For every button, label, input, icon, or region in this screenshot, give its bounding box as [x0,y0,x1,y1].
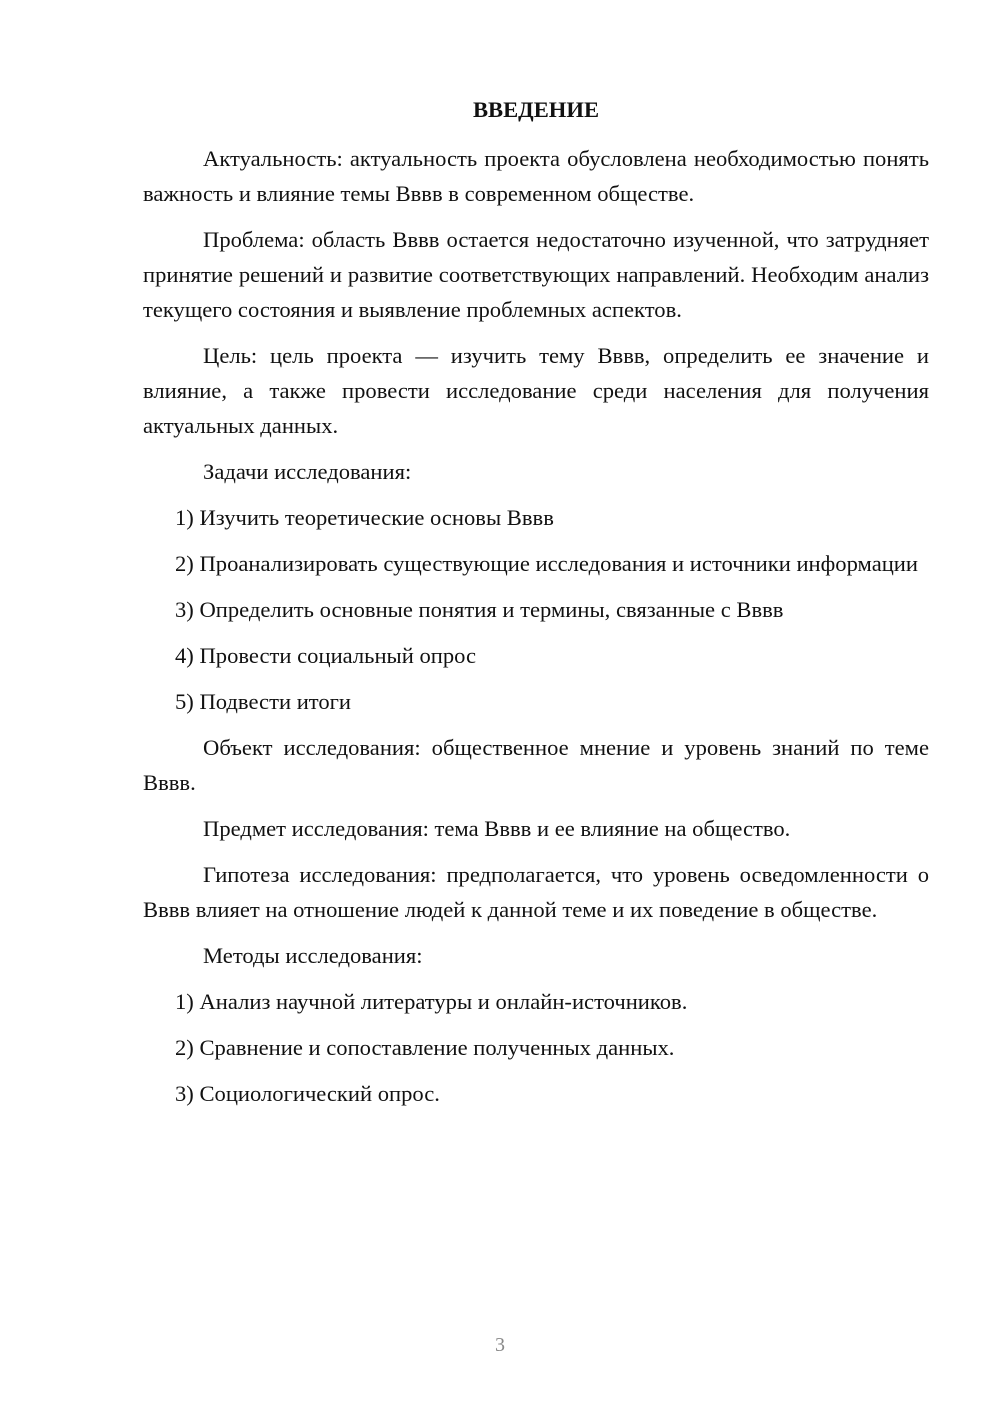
task-item-2: 2) Проанализировать существующие исследования и источники информации [175,551,918,576]
method-item-1: 1) Анализ научной литературы и онлайн-источников. [175,989,688,1014]
tasks-heading: Задачи исследования: [203,459,412,484]
method-item-2: 2) Сравнение и сопоставление полученных данных. [175,1035,675,1060]
methods-heading: Методы исследования: [203,943,423,968]
page-number: 3 [495,1334,505,1356]
section-title: ВВЕДЕНИЕ [472,97,600,122]
problem-paragraph: Проблема: область Вввв остается недостаточно изученной, что затрудняет принятие решений и развитие соответствующих направлений. Необходим анализ текущего состояния и выявление проблемных аспектов. [143,227,929,322]
task-item-5: 5) Подвести итоги [175,689,352,714]
task-item-3: 3) Определить основные понятия и термины, связанные с Вввв [175,597,784,622]
relevance-paragraph: Актуальность: актуальность проекта обусловлена необходимостью понять важность и влияние темы Вввв в современном обществе. [143,146,929,206]
method-item-3: 3) Социологический опрос. [175,1081,440,1106]
task-item-1: 1) Изучить теоретические основы Вввв [175,505,554,530]
goal-paragraph: Цель: цель проекта — изучить тему Вввв, определить ее значение и влияние, а также провести исследование среди населения для получения актуальных данных. [143,343,929,438]
hypothesis-paragraph: Гипотеза исследования: предполагается, что уровень осведомленности о Вввв влияет на отношение людей к данной теме и их поведение в обществе. [143,862,929,922]
document-page [143,93,929,1122]
subject-paragraph: Предмет исследования: тема Вввв и ее влияние на общество. [203,816,791,841]
task-item-4: 4) Провести социальный опрос [175,643,477,668]
object-paragraph: Объект исследования: общественное мнение и уровень знаний по теме Вввв. [143,735,929,795]
